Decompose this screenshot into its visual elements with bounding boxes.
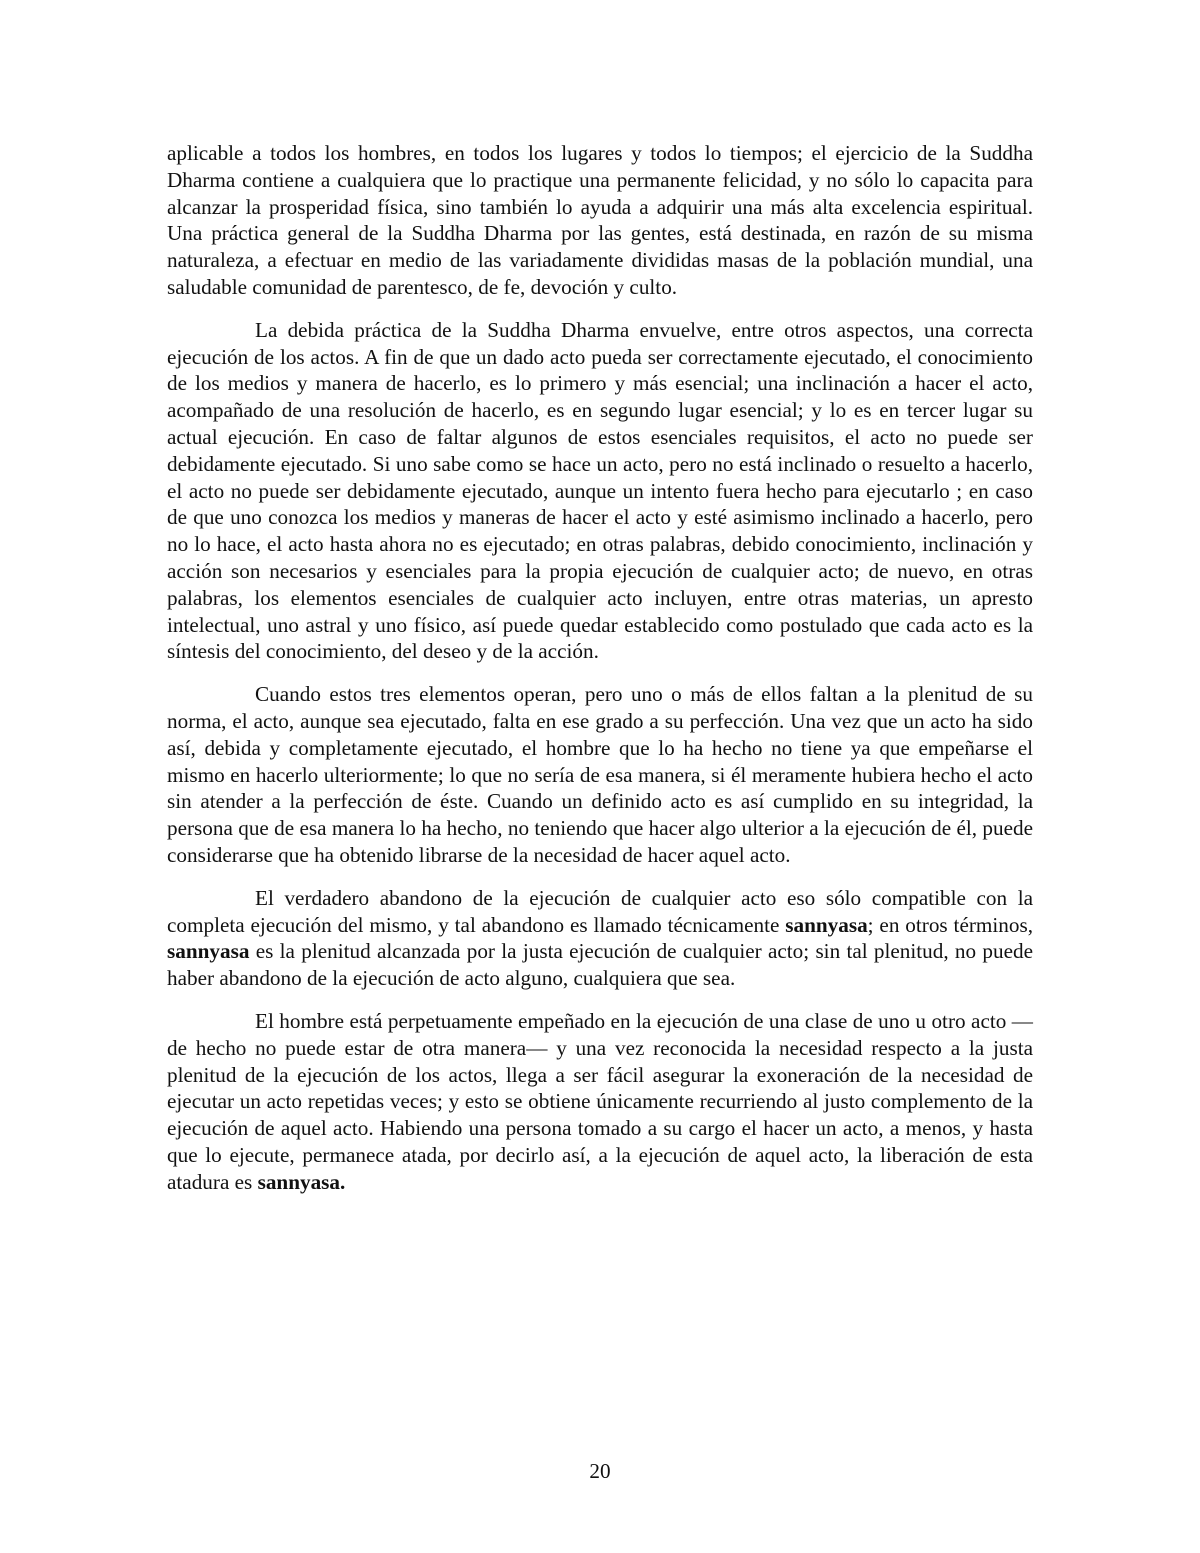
paragraph-4-text: ; en otros términos,: [867, 912, 1033, 937]
paragraph-5: [167, 1008, 1033, 1196]
paragraph-5-text: El hombre está perpetuamente empeñado en la ejecución de una clase de uno u otro acto —de hecho no puede estar de otra manera— y una vez reconocida la necesidad respecto a la justa plenitud de la ejecución de los actos, llega a ser fácil asegurar la exoneración de la necesidad de ejecutar un acto repetidas veces; y esto se obtiene únicamente recurriendo al justo complemento de la ejecución de aquel acto. Habiendo una persona tomado a su cargo el hacer un acto, a menos, y hasta que lo ejecute, permanece atada, por decirlo así, a la ejecución de aquel acto, la liberación de esta atadura es: [167, 1008, 1033, 1194]
bold-term-sannyasa: sannyasa.: [257, 1169, 346, 1194]
paragraph-4-text: El verdadero abandono de la ejecución de cualquier acto eso sólo compatible con la completa ejecución del mismo, y tal abandono es llamado técnicamente: [167, 885, 1033, 937]
paragraph-2: [167, 317, 1033, 665]
paragraph-4-text: es la plenitud alcanzada por la justa ejecución de cualquier acto; sin tal plenitud, no puede haber abandono de la ejecución de acto alguno, cualquiera que sea.: [167, 939, 1033, 991]
bold-term-sannyasa: sannyasa: [167, 939, 250, 964]
bold-term-sannyasa: sannyasa: [785, 912, 868, 937]
document-body: [167, 140, 1033, 1195]
paragraph-1-text: aplicable a todos los hombres, en todos los lugares y todos lo tiempos; el ejercicio de la Suddha Dharma contiene a cualquiera que lo practique una permanente felicidad, y no sólo lo capacita para alcanzar la prosperidad física, sino también lo ayuda a adquirir una más alta excelencia espiritual. Una práctica general de la Suddha Dharma por las gentes, está destinada, en razón de su misma naturaleza, a efectuar en medio de las variadamente divididas masas de la población mundial, una saludable comunidad de parentesco, de fe, devoción y culto.: [167, 141, 1033, 299]
paragraph-2-text: La debida práctica de la Suddha Dharma envuelve, entre otros aspectos, una correcta ejecución de los actos. A fin de que un dado acto pueda ser correctamente ejecutado, el conocimiento de los medios y manera de hacerlo, es lo primero y más esencial; una inclinación a hacer el acto, acompañado de una resolución de hacerlo, es en segundo lugar esencial; y lo es en tercer lugar su actual ejecución. En caso de faltar algunos de estos esenciales requisitos, el acto no puede ser debidamente ejecutado. Si uno sabe como se hace un acto, pero no está inclinado o resuelto a hacerlo, el acto no puede ser debidamente ejecutado, aunque un intento fuera hecho para ejecutarlo ; en caso de que uno conozca los medios y maneras de hacer el acto y esté asimismo inclinado a hacerlo, pero no lo hace, el acto hasta ahora no es ejecutado; en otras palabras, debido conocimiento, inclinación y acción son necesarios y esenciales para la propia ejecución de cualquier acto; de nuevo, en otras palabras, los elementos esenciales de cualquier acto incluyen, entre otras materias, un apresto intelectual, uno astral y uno físico, así puede quedar establecido como postulado que cada acto es la síntesis del conocimiento, del deseo y de la acción.: [167, 317, 1033, 664]
paragraph-3-text: Cuando estos tres elementos operan, pero uno o más de ellos faltan a la plenitud de su norma, el acto, aunque sea ejecutado, falta en ese grado a su perfección. Una vez que un acto ha sido así, debida y completamente ejecutado, el hombre que lo ha hecho no tiene ya que empeñarse el mismo en hacerlo ulteriormente; lo que no sería de esa manera, si él meramente hubiera hecho el acto sin atender a la perfección de éste. Cuando un definido acto es así cumplido en su integridad, la persona que de esa manera lo ha hecho, no teniendo que hacer algo ulterior a la ejecución de él, puede considerarse que ha obtenido librarse de la necesidad de hacer aquel acto.: [167, 682, 1033, 867]
page-number: 20: [589, 1459, 611, 1483]
paragraph-4: [167, 885, 1033, 992]
paragraph-1: [167, 140, 1033, 301]
paragraph-3: [167, 681, 1033, 869]
